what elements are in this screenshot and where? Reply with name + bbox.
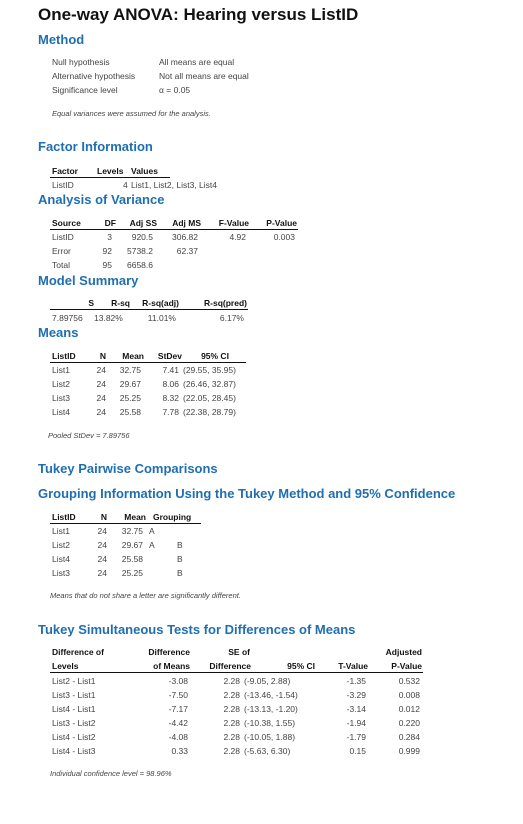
tests-header: Difference of <box>52 647 104 657</box>
means-cell: 24 <box>96 393 106 403</box>
model-header: R-sq <box>111 298 130 308</box>
tests-se: 2.28 <box>223 746 240 756</box>
means-cell: 24 <box>96 365 106 375</box>
means-cell: (29.55, 35.95) <box>183 365 236 375</box>
means-cell: 7.41 <box>162 365 179 375</box>
tests-diff: -7.50 <box>168 690 188 700</box>
tests-heading: Tukey Simultaneous Tests for Differences of Means <box>38 622 356 637</box>
anova-cell: 4.92 <box>229 232 246 242</box>
means-cell: 25.58 <box>119 407 141 417</box>
grouping-cell: 24 <box>97 540 107 550</box>
tests-t: -3.14 <box>346 704 366 714</box>
tests-levels: List4 - List3 <box>52 746 96 756</box>
anova-cell: 6658.6 <box>127 260 153 270</box>
means-cell: List1 <box>52 365 70 375</box>
tests-ci: (-13.46, -1.54) <box>244 690 298 700</box>
means-cell: 7.78 <box>162 407 179 417</box>
method-value: Not all means are equal <box>159 71 249 81</box>
grouping-cell: List4 <box>52 554 70 564</box>
tests-header-rule <box>50 672 423 673</box>
tests-p: 0.999 <box>398 746 420 756</box>
grouping-cell: 24 <box>97 554 107 564</box>
means-header: ListID <box>52 351 76 361</box>
means-cell: List3 <box>52 393 70 403</box>
tests-levels: List3 - List2 <box>52 718 96 728</box>
grouping-cell: 29.67 <box>121 540 143 550</box>
anova-cell: Error <box>52 246 71 256</box>
tests-p: 0.012 <box>398 704 420 714</box>
tests-levels: List4 - List2 <box>52 732 96 742</box>
tests-t: -1.94 <box>346 718 366 728</box>
tests-ci: (-13.13, -1.20) <box>244 704 298 714</box>
model-cell: 13.82% <box>94 313 123 323</box>
means-cell: 25.25 <box>119 393 141 403</box>
tests-p: 0.008 <box>398 690 420 700</box>
tests-levels: List2 - List1 <box>52 676 96 686</box>
anova-header: P-Value <box>266 218 297 228</box>
tests-t: -3.29 <box>346 690 366 700</box>
anova-header: Adj SS <box>129 218 157 228</box>
means-cell: 32.75 <box>119 365 141 375</box>
means-header: Mean <box>122 351 144 361</box>
factor-header: Levels <box>97 166 124 176</box>
anova-cell: Total <box>52 260 70 270</box>
tests-diff: -7.17 <box>168 704 188 714</box>
model-cell: 7.89756 <box>52 313 83 323</box>
method-label: Null hypothesis <box>52 57 110 67</box>
anova-header-rule <box>50 229 298 230</box>
grouping-cell: List1 <box>52 526 70 536</box>
tests-levels: List3 - List1 <box>52 690 96 700</box>
grouping-cell: 24 <box>97 526 107 536</box>
tests-ci: (-10.05, 1.88) <box>244 732 296 742</box>
factor-heading: Factor Information <box>38 139 153 154</box>
grouping-note: Means that do not share a letter are significantly different. <box>50 591 241 600</box>
tests-p: 0.284 <box>398 732 420 742</box>
tests-t: 0.15 <box>349 746 366 756</box>
grouping-cell: List2 <box>52 540 70 550</box>
means-cell: 29.67 <box>119 379 141 389</box>
tests-header: of Means <box>153 661 190 671</box>
factor-cell: ListID <box>52 180 74 190</box>
means-header: StDev <box>157 351 182 361</box>
grouping-cell: List3 <box>52 568 70 578</box>
tests-ci: (-9.05, 2.88) <box>244 676 291 686</box>
means-cell: (22.05, 28.45) <box>183 393 236 403</box>
tests-p: 0.220 <box>398 718 420 728</box>
anova-cell: 62.37 <box>176 246 198 256</box>
factor-cell: 4 <box>123 180 128 190</box>
tests-diff: -4.08 <box>168 732 188 742</box>
means-cell: 8.32 <box>162 393 179 403</box>
tests-se: 2.28 <box>223 676 240 686</box>
means-header-rule <box>50 362 246 363</box>
report-title: One-way ANOVA: Hearing versus ListID <box>38 5 359 24</box>
tests-ci: (-5.63, 6.30) <box>244 746 291 756</box>
anova-header: DF <box>104 218 116 228</box>
model-cell: 6.17% <box>219 313 244 323</box>
tests-se: 2.28 <box>223 690 240 700</box>
tests-header: SE of <box>228 647 250 657</box>
method-value: All means are equal <box>159 57 235 67</box>
means-header: N <box>99 351 106 361</box>
grouping-header: ListID <box>52 512 76 522</box>
anova-cell: ListID <box>52 232 74 242</box>
tests-header: Adjusted <box>385 647 422 657</box>
anova-cell: 0.003 <box>273 232 295 242</box>
anova-header: F-Value <box>218 218 249 228</box>
anova-cell: 920.5 <box>131 232 153 242</box>
grouping-cell: 24 <box>97 568 107 578</box>
method-heading: Method <box>38 32 85 47</box>
grouping-header: Grouping <box>153 512 192 522</box>
means-cell: 8.06 <box>162 379 179 389</box>
tukey-heading: Tukey Pairwise Comparisons <box>38 461 218 476</box>
factor-header-rule <box>50 177 170 178</box>
tests-t: -1.35 <box>346 676 366 686</box>
grouping-letter: B <box>177 554 183 564</box>
anova-cell: 306.82 <box>172 232 198 242</box>
tests-note: Individual confidence level = 98.96% <box>50 769 172 778</box>
model-header: R-sq(pred) <box>204 298 247 308</box>
grouping-cell: 25.58 <box>121 554 143 564</box>
anova-cell: 92 <box>102 246 112 256</box>
model-header-rule <box>50 309 248 310</box>
model-header: R-sq(adj) <box>142 298 179 308</box>
tests-header: T-Value <box>338 661 368 671</box>
grouping-header-rule <box>50 523 201 524</box>
anova-cell: 3 <box>107 232 112 242</box>
tests-se: 2.28 <box>223 732 240 742</box>
model-header: S <box>88 298 94 308</box>
grouping-header: Mean <box>124 512 146 522</box>
model-heading: Model Summary <box>38 273 139 288</box>
grouping-letter: A <box>149 526 155 536</box>
tests-se: 2.28 <box>223 704 240 714</box>
anova-heading: Analysis of Variance <box>38 192 165 207</box>
tests-ci: (-10.38, 1.55) <box>244 718 296 728</box>
grouping-letter: B <box>177 540 183 550</box>
tests-diff: -3.08 <box>168 676 188 686</box>
tests-header: P-Value <box>391 661 422 671</box>
tests-p: 0.532 <box>398 676 420 686</box>
grouping-heading: Grouping Information Using the Tukey Method and 95% Confidence <box>38 486 456 501</box>
means-header: 95% CI <box>201 351 229 361</box>
grouping-letter: A <box>149 540 155 550</box>
means-cell: (26.46, 32.87) <box>183 379 236 389</box>
model-cell: 11.01% <box>147 313 176 323</box>
grouping-letter: B <box>177 568 183 578</box>
means-note: Pooled StDev = 7.89756 <box>48 431 130 440</box>
method-label: Significance level <box>52 85 118 95</box>
tests-diff: -4.42 <box>168 718 188 728</box>
method-note: Equal variances were assumed for the analysis. <box>52 109 211 118</box>
tests-header: 95% CI <box>287 661 315 671</box>
tests-t: -1.79 <box>346 732 366 742</box>
grouping-cell: 25.25 <box>121 568 143 578</box>
means-cell: 24 <box>96 379 106 389</box>
anova-cell: 95 <box>102 260 112 270</box>
tests-diff: 0.33 <box>171 746 188 756</box>
means-cell: (22.38, 28.79) <box>183 407 236 417</box>
method-label: Alternative hypothesis <box>52 71 136 81</box>
tests-levels: List4 - List1 <box>52 704 96 714</box>
tests-header: Difference <box>148 647 190 657</box>
anova-header: Adj MS <box>172 218 201 228</box>
anova-header: Source <box>52 218 81 228</box>
means-cell: List4 <box>52 407 70 417</box>
factor-header: Factor <box>52 166 78 176</box>
tests-se: 2.28 <box>223 718 240 728</box>
means-cell: List2 <box>52 379 70 389</box>
factor-cell: List1, List2, List3, List4 <box>131 180 217 190</box>
method-value: α = 0.05 <box>159 85 191 95</box>
means-cell: 24 <box>96 407 106 417</box>
grouping-header: N <box>100 512 107 522</box>
anova-cell: 5738.2 <box>127 246 153 256</box>
factor-header: Values <box>131 166 158 176</box>
grouping-cell: 32.75 <box>121 526 143 536</box>
tests-header: Levels <box>52 661 79 671</box>
tests-header: Difference <box>209 661 251 671</box>
means-heading: Means <box>38 325 79 340</box>
